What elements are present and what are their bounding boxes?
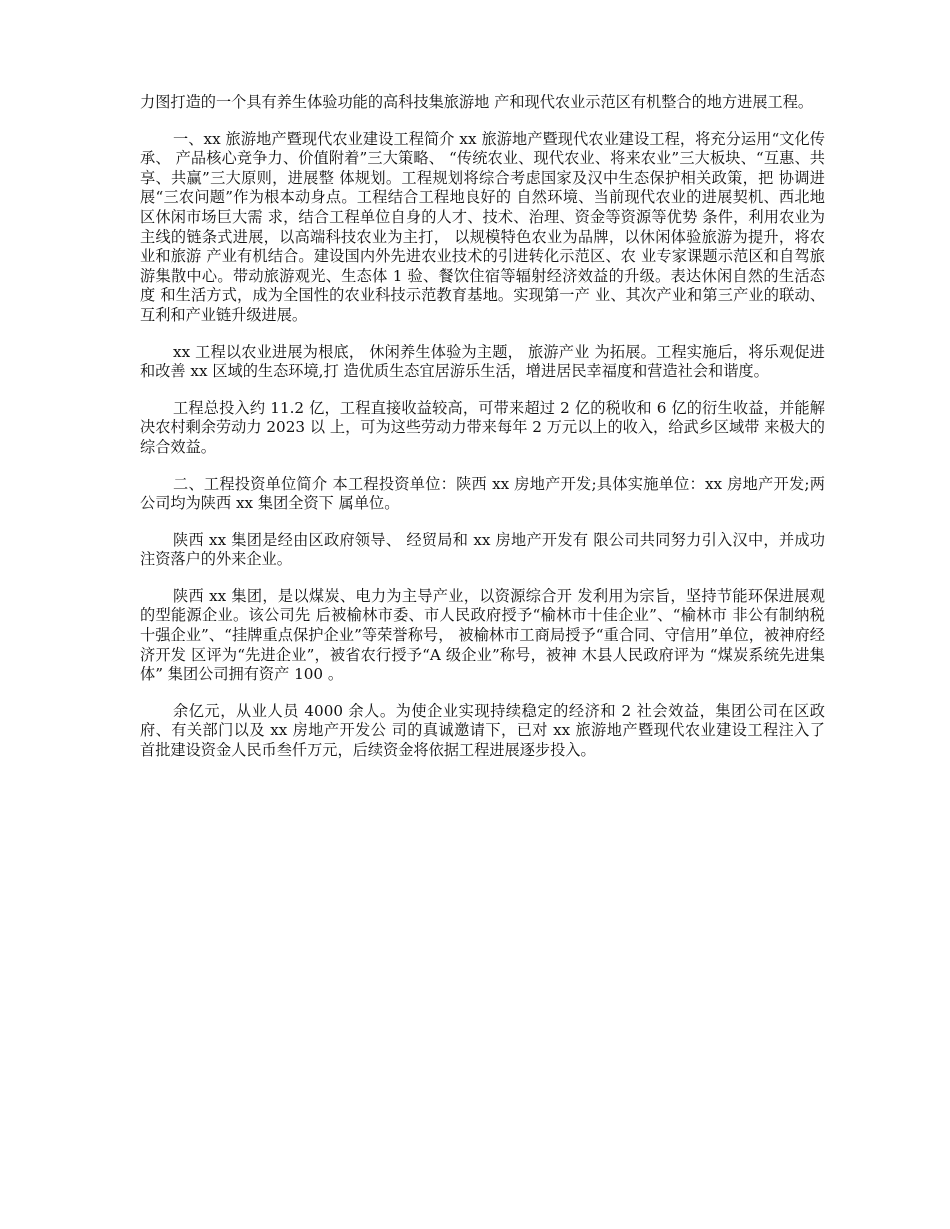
paragraph-6: 陕西 xx 集团是经由区政府领导、 经贸局和 xx 房地产开发有 限公司共同努力引入汉中，并成功注资落户的外来企业。 <box>140 530 825 569</box>
paragraph-5: 二、工程投资单位简介 本工程投资单位：陕西 xx 房地产开发;具体实施单位：xx 房地产开发;两公司均为陕西 xx 集团全资下 属单位。 <box>140 474 825 513</box>
paragraph-4: 工程总投入约 11.2 亿，工程直接收益较高，可带来超过 2 亿的税收和 6 亿的衍生收益，并能解决农村剩余劳动力 2023 以 上，可为这些劳动力带来每年 2 万元以上的收入，给武乡区域带 来极大的综合效益。 <box>140 398 825 456</box>
paragraph-1: 力图打造的一个具有养生体验功能的高科技集旅游地 产和现代农业示范区有机整合的地方进展工程。 <box>140 93 814 111</box>
paragraph-3: xx 工程以农业进展为根底， 休闲养生体验为主题， 旅游产业 为拓展。工程实施后，将乐观促进和改善 xx 区域的生态环境,打 造优质生态宜居游乐生活，增进居民幸福度和营造社会和谐度。 <box>140 342 825 381</box>
paragraph-7: 陕西 xx 集团，是以煤炭、电力为主导产业，以资源综合开 发利用为宗旨，坚持节能环保进展观的型能源企业。该公司先 后被榆林市委、市人民政府授予“榆林市十佳企业”、“榆林市 非公有制纳税十强企业”、“挂牌重点保护企业”等荣誉称号， 被榆林市工商局授予“重合同、守信用”单位，被神府经济开发 区评为“先进企业”，被省农行授予“A 级企业”称号，被神 木县人民政府评为 “煤炭系统先进集体” 集团公司拥有资产 100 。 <box>140 586 825 684</box>
paragraph-8: 余亿元，从业人员 4000 余人。为使企业实现持续稳定的经济和 2 社会效益，集团公司在区政府、有关部门以及 xx 房地产开发公 司的真诚邀请下，已对 xx 旅游地产暨现代农业建设工程注入了 首批建设资金人民币叁仟万元，后续资金将依据工程进展逐步投入。 <box>140 701 825 760</box>
document-body <box>140 93 825 778</box>
paragraph-2: 一、xx 旅游地产暨现代农业建设工程简介 xx 旅游地产暨现代农业建设工程，将充分运用“文化传承、 产品核心竞争力、价值附着”三大策略、 “传统农业、现代农业、将来农业”三大板块、“互惠、共享、共赢”三大原则，进展整 体规划。工程规划将综合考虑国家及汉中生态保护相关政策，把 协调进展“三农问题”作为根本动身点。工程结合工程地良好的 自然环境、当前现代农业的进展契机、西北地区休闲市场巨大需 求，结合工程单位自身的人才、技术、治理、资金等资源等优势 条件，利用农业为主线的链条式进展，以高端科技农业为主打， 以规模特色农业为品牌，以休闲体验旅游为提升，将农业和旅游 产业有机结合。建设国内外先进农业技术的引进转化示范区、农 业专家课题示范区和自驾旅游集散中心。带动旅游观光、生态体 1 验、餐饮住宿等辐射经济效益的升级。表达休闲自然的生活态度 和生活方式，成为全国性的农业科技示范教育基地。实现第一产 业、其次产业和第三产业的联动、互利和产业链升级进展。 <box>140 129 825 324</box>
